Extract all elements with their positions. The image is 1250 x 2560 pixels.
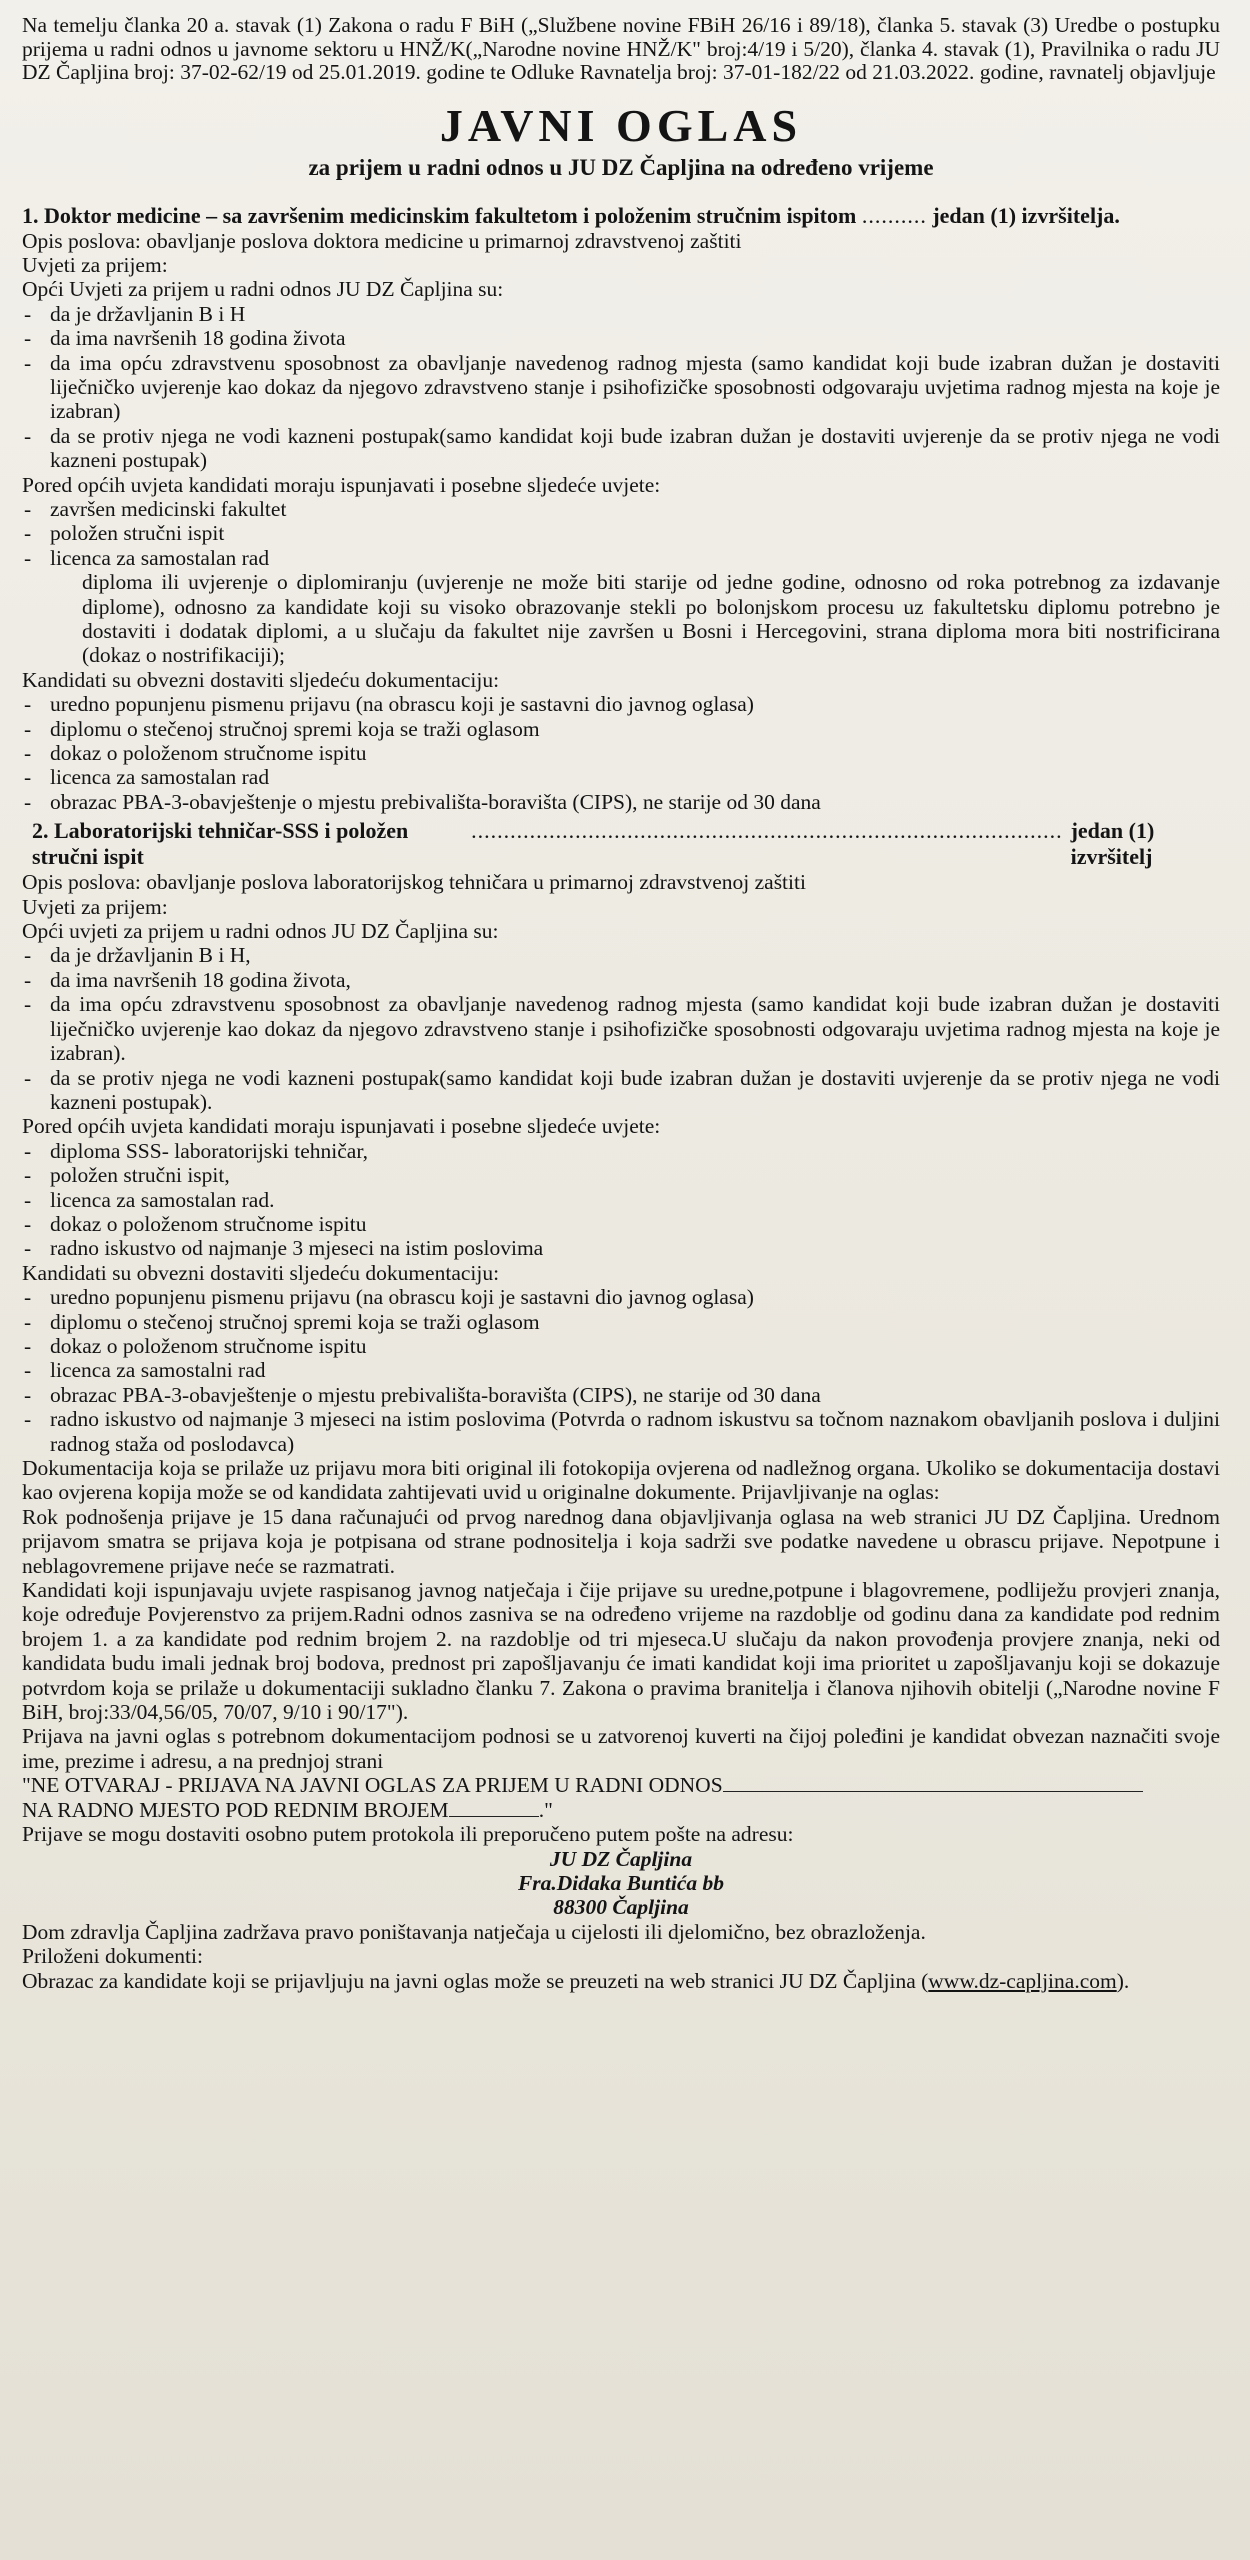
position-1-diploma-note: diploma ili uvjerenje o diplomiranju (uvjerenje ne može biti starije od jedne godine, odnosno od roka potrebnog za izdavanje diplome), odnosno za kandidate koji su visoko obrazovanje stekli po bolonjskom procesu uz fakultetsku diplomu potrebno je dostaviti i dodatak diplomi, a u slučaju da fakultet nije završen u Bosni i Hercegovini, strana diploma mora biti nostrificirana (dokaz o nostrifikaciji); bbox=[82, 570, 1220, 668]
list-item: - radno iskustvo od najmanje 3 mjeseci na istim poslovima (Potvrda o radnom iskustvu sa točnom naznakom obavljanih poslova i duljini radnog staža od poslodavca) bbox=[22, 1407, 1220, 1456]
position-1-title: 1. Doktor medicine – sa završenim medicinskim fakultetom i položenim stručnim ispitom bbox=[22, 202, 857, 228]
documentation-paragraph: Dokumentacija koja se prilaže uz prijavu mora biti original ili fotokopija ovjerena od nadležnog organa. Ukoliko se dokumentacija dostavi kao ovjerena kopija može se od kandidata zahtijevati uvid u originalne dokumente. Prijavljivanje na oglas: bbox=[22, 1456, 1220, 1505]
announcement-column bbox=[22, 14, 1220, 1993]
page-title: JAVNI OGLAS bbox=[439, 99, 803, 151]
list-item: - uredno popunjenu pismenu prijavu (na obrascu koji je sastavni dio javnog oglasa) bbox=[22, 1285, 1220, 1309]
list-item: - da je državljanin B i H, bbox=[22, 943, 1220, 967]
position-1-documents-label: Kandidati su obvezni dostaviti sljedeću dokumentaciju: bbox=[22, 667, 500, 692]
list-item: - da se protiv njega ne vodi kazneni postupak(samo kandidat koji bude izabran dužan je dostaviti uvjerenje da se protiv njega ne vodi kazneni postupak) bbox=[22, 424, 1220, 473]
list-item: - licenca za samostalni rad bbox=[22, 1358, 1220, 1382]
position-1-general-list bbox=[22, 302, 1220, 473]
list-item: - licenca za samostalan rad. bbox=[22, 1188, 1220, 1212]
position-1-count: jedan (1) izvršitelja. bbox=[932, 202, 1120, 228]
position-2-general-list bbox=[22, 943, 1220, 1114]
envelope-text-1: "NE OTVARAJ - PRIJAVA NA JAVNI OGLAS ZA PRIJEM U RADNI ODNOS bbox=[22, 1773, 723, 1798]
list-item: - da se protiv njega ne vodi kazneni postupak(samo kandidat koji bude izabran dužan je dostaviti uvjerenje da se protiv njega ne vodi kazneni postupak). bbox=[22, 1066, 1220, 1115]
position-1-special-list bbox=[22, 497, 1220, 668]
position-2-special-list bbox=[22, 1139, 1220, 1261]
list-item: - položen stručni ispit bbox=[22, 521, 1220, 545]
position-2-title: 2. Laboratorijski tehničar-SSS i položen stručni ispit bbox=[32, 818, 409, 870]
position-1-heading bbox=[22, 203, 1220, 229]
position-2-count: jedan (1) izvršitelj bbox=[1070, 818, 1155, 870]
page-subtitle: za prijem u radni odnos u JU DZ Čapljina na određeno vrijeme bbox=[308, 154, 934, 180]
position-2-dots: ........................................................................................... bbox=[471, 818, 1063, 844]
website-link[interactable]: www.dz-capljina.com bbox=[928, 1968, 1117, 1993]
list-item: - radno iskustvo od najmanje 3 mjeseci na istim poslovima bbox=[22, 1236, 1220, 1260]
blank-line bbox=[723, 1773, 1143, 1792]
deadline-paragraph: Rok podnošenja prijave je 15 dana računajući od prvog narednog dana objavljivanja oglasa na web stranici JU DZ Čapljina. Urednom prijavom smatra se prijava koja je potpisana od strane podnositelja i koja sadrži sve podatke navedene u obrascu prijave. Nepotpune i neblagovremene prijave neće se razmatrati. bbox=[22, 1504, 1220, 1578]
position-2-conditions-label: Uvjeti za prijem: bbox=[22, 894, 168, 919]
position-1-conditions-label: Uvjeti za prijem: bbox=[22, 252, 168, 277]
intro-paragraph: Na temelju članka 20 a. stavak (1) Zakona o radu F BiH („Službene novine FBiH 26/16 i 89/18), članka 5. stavak (3) Uredbe o postupku prijema u radni odnos u javnome sektoru u HNŽ/K(„Narodne novine HNŽ/K" broj:4/19 i 5/20), članka 4. stavak (1), Pravilnika o radu JU DZ Čapljina broj: 37-02-62/19 od 25.01.2019. godine te Odluke Ravnatelja broj: 37-01-182/22 od 21.03.2022. godine, ravnatelj objavljuje bbox=[22, 13, 1220, 84]
envelope-line-1 bbox=[22, 1773, 1220, 1797]
list-item: - diploma SSS- laboratorijski tehničar, bbox=[22, 1139, 1220, 1163]
position-2-heading bbox=[22, 818, 1220, 870]
cancellation-paragraph: Dom zdravlja Čapljina zadržava pravo poništavanja natječaja u cijelosti ili djelomično, bez obrazloženja. bbox=[22, 1919, 926, 1944]
list-item: - da ima opću zdravstvenu sposobnost za obavljanje navedenog radnog mjesta (samo kandidat koji bude izabran dužan je dostaviti liječničko uvjerenje kao dokaz da njegovo zdravstveno stanje i psihofizičke sposobnosti odgovaraju uvjetima radnog mjesta na koje je izabran) bbox=[22, 351, 1220, 424]
delivery-paragraph: Prijave se mogu dostaviti osobno putem protokola ili preporučeno putem pošte na adresu: bbox=[22, 1822, 794, 1847]
list-item: - da ima navršenih 18 godina života, bbox=[22, 968, 1220, 992]
list-item: - uredno popunjenu pismenu prijavu (na obrascu koji je sastavni dio javnog oglasa) bbox=[22, 692, 1220, 716]
address-line-2: Fra.Didaka Buntića bb bbox=[517, 1870, 725, 1895]
envelope-text-2: NA RADNO MJESTO POD REDNIM BROJEM bbox=[22, 1797, 449, 1822]
envelope-text-2-end: ." bbox=[538, 1797, 553, 1822]
list-item: - položen stručni ispit, bbox=[22, 1163, 1220, 1187]
address-line-1: JU DZ Čapljina bbox=[549, 1846, 693, 1871]
list-item: - dokaz o položenom stručnome ispitu bbox=[22, 1212, 1220, 1236]
attachments-label: Priloženi dokumenti: bbox=[22, 1944, 203, 1969]
envelope-line-2 bbox=[22, 1798, 1220, 1822]
address-line-3: 88300 Čapljina bbox=[553, 1895, 689, 1920]
list-item: - dokaz o položenom stručnome ispitu bbox=[22, 741, 1220, 765]
position-1-general-label: Opći Uvjeti za prijem u radni odnos JU DZ Čapljina su: bbox=[22, 277, 504, 302]
form-download-paragraph bbox=[22, 1969, 1220, 1993]
list-item: - završen medicinski fakultet bbox=[22, 497, 1220, 521]
position-2-description: Opis poslova: obavljanje poslova laboratorijskog tehničara u primarnoj zdravstvenoj zaštiti bbox=[22, 870, 806, 895]
list-item: - licenca za samostalan rad bbox=[22, 546, 1220, 570]
submission-paragraph: Prijava na javni oglas s potrebnom dokumentacijom podnosi se u zatvorenoj kuverti na čijoj poleđini je kandidat obvezan naznačiti svoje ime, prezime i adresu, a na prednjoj strani bbox=[22, 1724, 1220, 1773]
position-1-special-label: Pored općih uvjeta kandidati moraju ispunjavati i posebne sljedeće uvjete: bbox=[22, 472, 661, 497]
list-item: - diplomu o stečenoj stručnoj spremi koja se traži oglasom bbox=[22, 1310, 1220, 1334]
list-item: - obrazac PBA-3-obavještenje o mjestu prebivališta-boravišta (CIPS), ne starije od 30 dana bbox=[22, 1383, 1220, 1407]
position-2-general-label: Opći uvjeti za prijem u radni odnos JU DZ Čapljina su: bbox=[22, 919, 499, 944]
position-1-dots: .......... bbox=[861, 202, 927, 228]
list-item: - obrazac PBA-3-obavještenje o mjestu prebivališta-boravišta (CIPS), ne starije od 30 dana bbox=[22, 790, 1220, 814]
form-download-text: Obrazac za kandidate koji se prijavljuju na javni oglas može se preuzeti na web stranici JU DZ Čapljina ( bbox=[22, 1968, 929, 1993]
list-item: - licenca za samostalan rad bbox=[22, 765, 1220, 789]
list-item: - diplomu o stečenoj stručnoj spremi koja se traži oglasom bbox=[22, 717, 1220, 741]
list-item: - da je državljanin B i H bbox=[22, 302, 1220, 326]
position-1-documents-list bbox=[22, 692, 1220, 814]
position-2-documents-list bbox=[22, 1285, 1220, 1456]
list-item: - dokaz o položenom stručnome ispitu bbox=[22, 1334, 1220, 1358]
list-item: - da ima opću zdravstvenu sposobnost za obavljanje navedenog radnog mjesta (samo kandidat koji bude izabran dužan je dostaviti liječničko uvjerenje kao dokaz da njegovo zdravstveno stanje i psihofizičke sposobnosti odgovaraju uvjetima radnog mjesta na koje je izabran). bbox=[22, 992, 1220, 1065]
form-download-end: ). bbox=[1116, 1968, 1130, 1993]
selection-paragraph: Kandidati koji ispunjavaju uvjete raspisanog javnog natječaja i čije prijave su uredne,potpune i blagovremene, podliježu provjeri znanja, koje određuje Povjerenstvo za prijem.Radni odnos zasniva se na određeno vrijeme na razdoblje od godinu dana za kandidate pod rednim brojem 1. a za kandidate pod rednim brojem 2. na razdoblje od tri mjeseca.U slučaju da nakon provođenja provjere znanja, neki od kandidata budu imali jednak broj bodova, prednost pri zapošljavanju će imati kandidat koji ima prioritet u zapošljavanju koji se dokazuje potvrdom koja se prilaže u dokumentaciji sukladno članku 7. Zakona o pravima branitelja i članova njihovih obitelji („Narodne novine F BiH, broj:33/04,56/05, 70/07, 9/10 i 90/17"). bbox=[22, 1578, 1220, 1725]
position-2-documents-label: Kandidati su obvezni dostaviti sljedeću dokumentaciju: bbox=[22, 1260, 500, 1285]
position-2-special-label: Pored općih uvjeta kandidati moraju ispunjavati i posebne sljedeće uvjete: bbox=[22, 1114, 661, 1139]
blank-line bbox=[449, 1798, 539, 1817]
position-1-description: Opis poslova: obavljanje poslova doktora medicine u primarnoj zdravstvenoj zaštiti bbox=[22, 228, 742, 253]
list-item: - da ima navršenih 18 godina života bbox=[22, 326, 1220, 350]
